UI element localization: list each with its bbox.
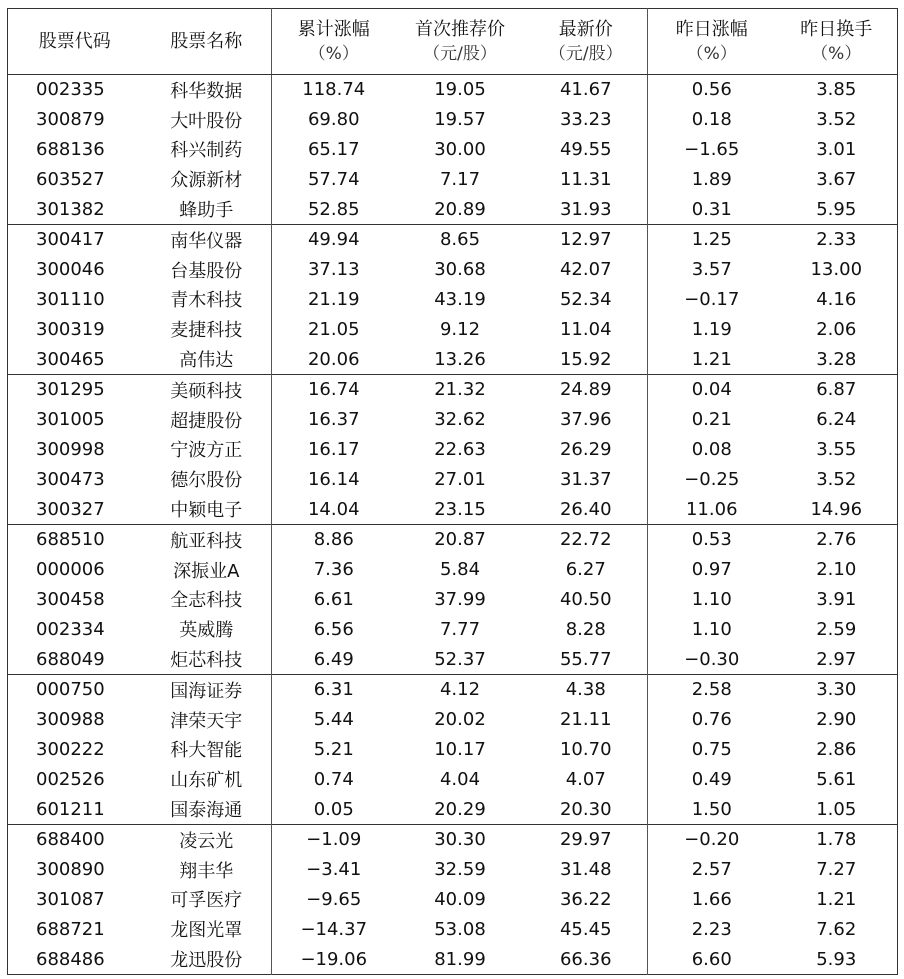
header-unit: （元/股） (548, 43, 623, 64)
cell-first-recommend-price: 9.12 (439, 318, 481, 340)
cell-yesterday-gain: 1.25 (648, 224, 776, 254)
cell-cumulative-gain: 16.17 (272, 435, 396, 465)
table-row (8, 585, 898, 615)
table-row (8, 494, 898, 524)
cell-first-recommend-price: 30.00 (434, 138, 486, 160)
cell-stock-code: 300890 (36, 859, 105, 881)
cell-stock-name: 英威腾 (179, 620, 234, 642)
cell-latest-price: 45.45 (559, 918, 612, 940)
cell-yesterday-gain: 2.57 (648, 855, 776, 885)
cell-yesterday-turnover: 2.10 (816, 559, 857, 581)
cell-latest-price: 66.36 (559, 948, 612, 970)
cell-yesterday-turnover: 4.16 (816, 288, 857, 310)
cell-cumulative-gain: −19.06 (272, 944, 396, 974)
cell-cumulative-gain: 21.19 (272, 285, 396, 315)
cell-yesterday-turnover: 13.00 (810, 259, 863, 281)
cell-latest-price: 55.77 (559, 648, 612, 670)
cell-first-recommend-price: 13.26 (434, 348, 486, 370)
cell-stock-code: 301005 (36, 409, 105, 431)
cell-yesterday-turnover: 5.95 (816, 198, 857, 220)
header-label: 最新价 (558, 18, 613, 40)
cell-yesterday-turnover: 3.01 (816, 138, 857, 160)
cell-yesterday-turnover: 7.62 (816, 918, 857, 940)
table-row (8, 914, 898, 944)
cell-yesterday-turnover: 2.86 (816, 738, 857, 760)
cell-stock-name: 德尔股份 (170, 470, 243, 492)
table-row (8, 435, 898, 465)
cell-yesterday-gain: −1.65 (648, 135, 776, 165)
header-label: 首次推荐价 (415, 18, 505, 40)
header-first-recommend-price (396, 9, 525, 75)
cell-cumulative-gain: 69.80 (272, 105, 396, 135)
cell-latest-price: 11.04 (559, 318, 612, 340)
cell-yesterday-turnover: 6.87 (776, 374, 898, 404)
cell-latest-price: 11.31 (559, 168, 612, 190)
table-row (8, 824, 898, 854)
table-header (8, 9, 898, 75)
cell-stock-code: 002334 (36, 618, 105, 640)
cell-latest-price: 22.72 (525, 524, 648, 554)
cell-first-recommend-price: 4.04 (439, 768, 481, 790)
cell-yesterday-gain: 1.10 (648, 585, 776, 615)
table-row (8, 405, 898, 435)
cell-latest-price: 21.11 (559, 709, 612, 731)
cell-latest-price: 31.93 (559, 198, 612, 220)
cell-first-recommend-price: 20.89 (434, 198, 486, 220)
cell-cumulative-gain: 0.74 (272, 764, 396, 794)
cell-stock-code: 601211 (36, 798, 105, 820)
cell-stock-code: 688049 (36, 648, 105, 670)
cell-stock-code: 300046 (36, 259, 105, 281)
cell-yesterday-turnover: 3.28 (816, 348, 857, 370)
cell-yesterday-gain: −0.30 (648, 644, 776, 674)
cell-stock-name: 科大智能 (170, 740, 243, 762)
header-unit: （%） (686, 43, 737, 64)
cell-stock-name: 蜂助手 (179, 200, 234, 222)
cell-first-recommend-price: 43.19 (434, 288, 486, 310)
cell-stock-name: 台基股份 (170, 260, 243, 282)
cell-stock-code: 002335 (36, 79, 105, 101)
table-row (8, 944, 898, 974)
cell-yesterday-gain: 0.49 (648, 764, 776, 794)
cell-yesterday-gain: 2.23 (648, 914, 776, 944)
table-row (8, 135, 898, 165)
cell-first-recommend-price: 19.05 (434, 79, 486, 101)
header-label: 累计涨幅 (297, 18, 370, 40)
cell-cumulative-gain: −14.37 (272, 914, 396, 944)
cell-first-recommend-price: 52.37 (434, 648, 486, 670)
cell-first-recommend-price: 40.09 (434, 888, 486, 910)
header-label: 昨日涨幅 (675, 18, 748, 40)
cell-first-recommend-price: 10.17 (434, 738, 486, 760)
cell-stock-code: 300879 (36, 109, 105, 131)
cell-stock-code: 603527 (36, 168, 105, 190)
cell-yesterday-turnover: 1.78 (776, 824, 898, 854)
cell-yesterday-gain: 1.89 (648, 164, 776, 194)
table-row (8, 735, 898, 765)
cell-yesterday-gain: 2.58 (648, 674, 776, 704)
cell-stock-name: 青木科技 (170, 290, 243, 312)
cell-stock-name: 翔丰华 (179, 860, 234, 882)
table-row (8, 705, 898, 735)
table-row (8, 855, 898, 885)
cell-cumulative-gain: −3.41 (272, 855, 396, 885)
cell-yesterday-turnover: 2.06 (816, 318, 857, 340)
cell-latest-price: 15.92 (559, 348, 612, 370)
cell-stock-code: 688510 (8, 524, 142, 554)
cell-first-recommend-price: 20.87 (396, 524, 525, 554)
header-stock-name (142, 9, 272, 75)
header-latest-price (525, 9, 648, 75)
cell-first-recommend-price: 22.63 (434, 438, 486, 460)
cell-cumulative-gain: 16.14 (272, 464, 396, 494)
cell-stock-code: 300458 (36, 588, 105, 610)
header-unit: （元/股） (423, 43, 497, 64)
table-row (8, 314, 898, 344)
cell-yesterday-turnover: 2.76 (776, 524, 898, 554)
table-row (8, 794, 898, 824)
header-unit: （%） (811, 43, 862, 64)
cell-stock-name: 可孚医疗 (170, 890, 243, 912)
cell-stock-name: 深振业A (173, 560, 240, 582)
cell-latest-price: 29.97 (525, 824, 648, 854)
cell-stock-code: 300327 (36, 498, 105, 520)
header-unit: （%） (308, 43, 359, 64)
cell-cumulative-gain: 0.05 (272, 794, 396, 824)
cell-stock-name: 凌云光 (142, 824, 272, 854)
cell-yesterday-gain: 0.08 (648, 435, 776, 465)
cell-yesterday-turnover: 3.85 (816, 79, 857, 101)
cell-cumulative-gain: 14.04 (272, 494, 396, 524)
cell-stock-code: 300473 (36, 468, 105, 490)
cell-first-recommend-price: 27.01 (434, 468, 486, 490)
cell-cumulative-gain: 6.49 (272, 644, 396, 674)
cell-stock-code: 301087 (36, 888, 105, 910)
cell-stock-name: 超捷股份 (170, 410, 243, 432)
cell-cumulative-gain: 65.17 (272, 135, 396, 165)
cell-latest-price: 33.23 (559, 109, 612, 131)
cell-first-recommend-price: 8.65 (396, 224, 525, 254)
cell-stock-name: 宁波方正 (170, 440, 243, 462)
header-cumulative-gain (272, 9, 396, 75)
cell-latest-price: 26.40 (559, 498, 612, 520)
cell-first-recommend-price: 20.02 (434, 709, 486, 731)
cell-stock-name: 科兴制药 (170, 140, 243, 162)
cell-yesterday-gain: −0.17 (648, 285, 776, 315)
cell-yesterday-gain: 0.53 (648, 524, 776, 554)
cell-yesterday-gain: 0.56 (648, 75, 776, 105)
cell-latest-price: 36.22 (559, 888, 612, 910)
cell-stock-name: 龙图光罩 (170, 920, 243, 942)
cell-cumulative-gain: 16.74 (272, 374, 396, 404)
table-row (8, 674, 898, 704)
cell-cumulative-gain: 118.74 (272, 75, 396, 105)
cell-stock-code: 301110 (36, 288, 105, 310)
cell-first-recommend-price: 30.68 (434, 259, 486, 281)
cell-yesterday-gain: 1.19 (648, 314, 776, 344)
cell-latest-price: 4.38 (525, 674, 648, 704)
cell-yesterday-turnover: 3.91 (816, 588, 857, 610)
cell-stock-name: 国泰海通 (170, 800, 243, 822)
cell-yesterday-turnover: 3.52 (816, 468, 857, 490)
cell-yesterday-gain: 11.06 (648, 494, 776, 524)
cell-yesterday-turnover: 2.59 (816, 618, 857, 640)
cell-stock-name: 航亚科技 (142, 524, 272, 554)
table-row (8, 524, 898, 554)
cell-first-recommend-price: 20.29 (434, 798, 486, 820)
cell-stock-name: 众源新材 (170, 170, 243, 192)
header-row (8, 9, 898, 75)
cell-yesterday-gain: 0.75 (648, 735, 776, 765)
cell-latest-price: 42.07 (559, 259, 612, 281)
stock-recommendation-table (7, 8, 898, 975)
cell-first-recommend-price: 37.99 (434, 588, 486, 610)
table-row (8, 75, 898, 105)
cell-stock-code: 688400 (8, 824, 142, 854)
table-row (8, 164, 898, 194)
cell-latest-price: 4.07 (565, 768, 606, 790)
cell-cumulative-gain: 6.56 (272, 614, 396, 644)
cell-yesterday-gain: 0.04 (648, 374, 776, 404)
cell-yesterday-turnover: 3.67 (816, 168, 857, 190)
cell-first-recommend-price: 5.84 (439, 559, 481, 581)
cell-latest-price: 10.70 (559, 738, 612, 760)
cell-yesterday-gain: 0.18 (648, 105, 776, 135)
cell-latest-price: 6.27 (565, 559, 606, 581)
cell-stock-code: 000006 (36, 559, 105, 581)
table-row (8, 255, 898, 285)
cell-yesterday-turnover: 2.90 (816, 709, 857, 731)
cell-stock-code: 300988 (36, 709, 105, 731)
cell-stock-name: 炬芯科技 (170, 650, 243, 672)
table-row (8, 764, 898, 794)
cell-cumulative-gain: 6.31 (272, 674, 396, 704)
cell-latest-price: 41.67 (559, 79, 612, 101)
cell-latest-price: 52.34 (559, 288, 612, 310)
cell-stock-code: 300998 (36, 438, 105, 460)
table-row (8, 344, 898, 374)
cell-yesterday-turnover: 2.97 (816, 648, 857, 670)
table-row (8, 555, 898, 585)
cell-latest-price: 49.55 (559, 138, 612, 160)
cell-stock-code: 301382 (36, 198, 105, 220)
table-row (8, 614, 898, 644)
table-row (8, 285, 898, 315)
cell-stock-code: 688486 (36, 948, 105, 970)
cell-yesterday-gain: 3.57 (648, 255, 776, 285)
header-label: 昨日换手 (800, 18, 873, 40)
cell-first-recommend-price: 7.77 (439, 618, 481, 640)
cell-stock-name: 南华仪器 (142, 224, 272, 254)
table-row (8, 194, 898, 224)
cell-first-recommend-price: 81.99 (434, 948, 486, 970)
cell-stock-code: 301295 (8, 374, 142, 404)
cell-cumulative-gain: 5.21 (272, 735, 396, 765)
cell-stock-code: 300417 (8, 224, 142, 254)
cell-cumulative-gain: 5.44 (272, 705, 396, 735)
cell-yesterday-turnover: 3.55 (816, 438, 857, 460)
table-row (8, 105, 898, 135)
table-row (8, 464, 898, 494)
cell-yesterday-gain: 1.50 (648, 794, 776, 824)
header-yesterday-turnover (776, 9, 898, 75)
cell-first-recommend-price: 4.12 (396, 674, 525, 704)
cell-yesterday-turnover: 3.52 (816, 109, 857, 131)
table-row (8, 224, 898, 254)
cell-latest-price: 12.97 (525, 224, 648, 254)
cell-yesterday-gain: −0.25 (648, 464, 776, 494)
cell-stock-code: 002526 (36, 768, 105, 790)
header-label: 股票代码 (38, 31, 111, 52)
cell-yesterday-gain: 1.66 (648, 885, 776, 915)
cell-first-recommend-price: 32.59 (434, 859, 486, 881)
cell-stock-name: 中颖电子 (170, 500, 243, 522)
cell-cumulative-gain: 20.06 (272, 344, 396, 374)
cell-stock-name: 高伟达 (179, 350, 234, 372)
cell-stock-name: 美硕科技 (142, 374, 272, 404)
cell-stock-name: 全志科技 (170, 590, 243, 612)
header-stock-code (8, 9, 142, 75)
table-body (8, 75, 898, 975)
cell-stock-name: 龙迅股份 (170, 950, 243, 971)
cell-yesterday-turnover: 1.05 (816, 798, 857, 820)
cell-yesterday-turnover: 5.93 (816, 948, 857, 970)
cell-stock-code: 300319 (36, 318, 105, 340)
cell-stock-code: 688136 (36, 138, 105, 160)
cell-first-recommend-price: 7.17 (439, 168, 481, 190)
cell-latest-price: 8.28 (565, 618, 606, 640)
cell-stock-name: 津荣天宇 (170, 710, 243, 732)
cell-cumulative-gain: 52.85 (272, 194, 396, 224)
header-yesterday-gain (648, 9, 776, 75)
cell-stock-code: 688721 (36, 918, 105, 940)
cell-yesterday-turnover: 1.21 (816, 888, 857, 910)
cell-latest-price: 37.96 (559, 409, 612, 431)
cell-latest-price: 20.30 (559, 798, 612, 820)
cell-stock-name: 国海证券 (142, 674, 272, 704)
cell-yesterday-turnover: 3.30 (776, 674, 898, 704)
cell-stock-code: 300222 (36, 738, 105, 760)
table-row (8, 644, 898, 674)
cell-yesterday-gain: 0.31 (648, 194, 776, 224)
cell-stock-name: 麦捷科技 (170, 320, 243, 342)
cell-cumulative-gain: −9.65 (272, 885, 396, 915)
cell-yesterday-turnover: 14.96 (810, 498, 863, 520)
cell-first-recommend-price: 53.08 (434, 918, 486, 940)
cell-cumulative-gain: 16.37 (272, 405, 396, 435)
cell-yesterday-gain: −0.20 (648, 824, 776, 854)
cell-cumulative-gain: 21.05 (272, 314, 396, 344)
cell-stock-code: 300465 (36, 348, 105, 370)
cell-stock-name: 山东矿机 (170, 770, 243, 792)
cell-latest-price: 40.50 (559, 588, 612, 610)
cell-first-recommend-price: 19.57 (434, 109, 486, 131)
cell-latest-price: 31.48 (559, 859, 612, 881)
cell-cumulative-gain: 7.36 (272, 555, 396, 585)
cell-yesterday-turnover: 2.33 (776, 224, 898, 254)
table-row (8, 374, 898, 404)
cell-yesterday-turnover: 5.61 (816, 768, 857, 790)
cell-cumulative-gain: −1.09 (272, 824, 396, 854)
cell-yesterday-gain: 1.21 (648, 344, 776, 374)
cell-yesterday-gain: 0.21 (648, 405, 776, 435)
cell-yesterday-turnover: 7.27 (816, 859, 857, 881)
cell-cumulative-gain: 57.74 (272, 164, 396, 194)
cell-stock-name: 大叶股份 (170, 110, 243, 132)
cell-first-recommend-price: 23.15 (434, 498, 486, 520)
header-label: 股票名称 (170, 31, 243, 52)
cell-yesterday-gain: 0.97 (648, 555, 776, 585)
cell-yesterday-gain: 1.10 (648, 614, 776, 644)
cell-cumulative-gain: 6.61 (272, 585, 396, 615)
cell-yesterday-turnover: 6.24 (816, 409, 857, 431)
cell-first-recommend-price: 32.62 (434, 409, 486, 431)
cell-yesterday-gain: 0.76 (648, 705, 776, 735)
cell-latest-price: 31.37 (559, 468, 612, 490)
cell-stock-name: 科华数据 (170, 80, 243, 102)
cell-first-recommend-price: 21.32 (396, 374, 525, 404)
stock-table-container (7, 8, 897, 975)
cell-cumulative-gain: 49.94 (272, 224, 396, 254)
cell-first-recommend-price: 30.30 (396, 824, 525, 854)
cell-stock-code: 000750 (8, 674, 142, 704)
cell-cumulative-gain: 37.13 (272, 255, 396, 285)
cell-cumulative-gain: 8.86 (272, 524, 396, 554)
table-row (8, 885, 898, 915)
cell-latest-price: 26.29 (559, 438, 612, 460)
cell-yesterday-gain: 6.60 (648, 944, 776, 974)
cell-latest-price: 24.89 (525, 374, 648, 404)
